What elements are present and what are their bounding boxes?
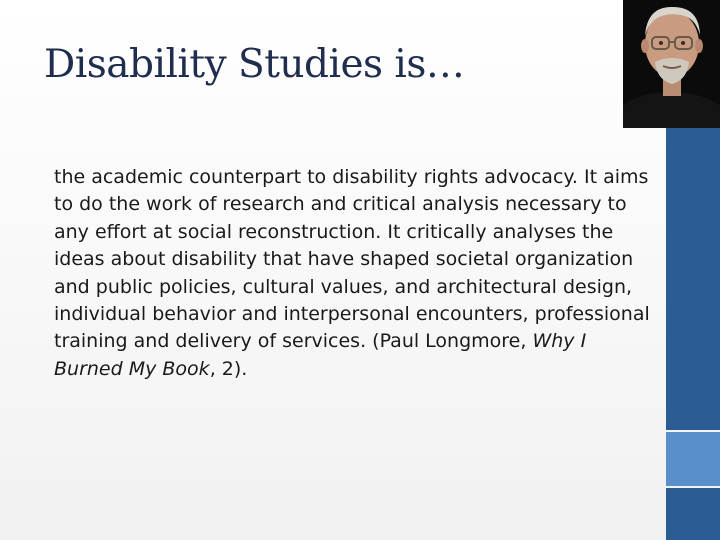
slide-body [54,164,654,383]
body-end-text: , 2). [209,357,248,380]
portrait-photo [623,0,720,128]
slide-title: Disability Studies is… [44,42,465,87]
sidebar-block-bottom [666,488,720,540]
book-title: Why I Burned My Book [54,330,587,380]
sidebar-block-top [666,128,720,430]
portrait-image [623,0,720,128]
body-main-text: the academic counterpart to disability rights advocacy. It aims to do the work of research and critical analysis necessary to any effort at social reconstruction. It critically analyses the ideas about disability that have shaped societal organization and public policies, cultural values, and architectural design, individual behavior and interpersonal encounters, professional training and delivery of services. (Paul Longmore, [54,166,650,353]
sidebar-block-middle [666,432,720,486]
